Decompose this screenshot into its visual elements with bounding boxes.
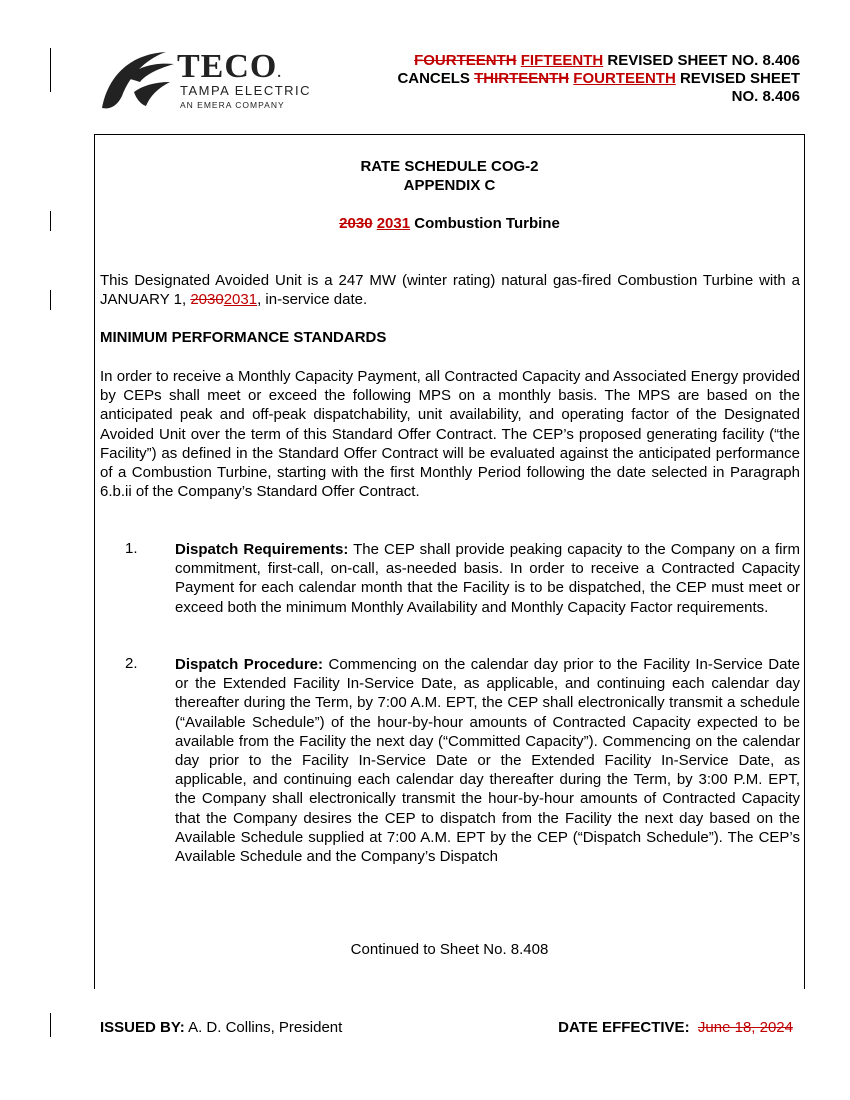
deleted-text: THIRTEENTH xyxy=(474,70,570,87)
inserted-text: FOURTEENTH xyxy=(573,70,676,87)
deleted-text: FOURTEENTH xyxy=(414,52,517,69)
logo-tagline: TAMPA ELECTRIC xyxy=(180,83,312,98)
item-number: 2. xyxy=(125,655,138,672)
sheet-line-2: CANCELS THIRTEENTH FOURTEENTH REVISED SHEET xyxy=(397,70,800,87)
date-effective: DATE EFFECTIVE: June 18, 2024 xyxy=(558,1019,793,1036)
mps-paragraph: In order to receive a Monthly Capacity Payment, all Contracted Capacity and Associated Energy provided by CEPs shall meet or exceed the following MPS on a monthly basis. The MPS are based on the anticipated peak and off-peak dispatchability, unit availability, and operating factor of the Designated Avoided Unit over the term of this Standard Offer Contract. The CEP’s proposed generating facility (“the Facility”) as defined in the Standard Offer Contract will be evaluated against the anticipated performance of a Combustion Turbine, starting with the first Monthly Period following the date selected in Paragraph 6.b.ii of the Company’s Standard Offer Contract. xyxy=(100,368,800,501)
sheet-header xyxy=(330,52,800,106)
teco-swoosh-icon xyxy=(100,48,176,112)
unit-title: 2030 2031 Combustion Turbine xyxy=(339,215,560,232)
inserted-text: 2031 xyxy=(376,215,411,232)
inserted-text: 2031 xyxy=(223,291,258,309)
logo-subtagline: AN EMERA COMPANY xyxy=(180,100,285,110)
schedule-title: RATE SCHEDULE COG-2 xyxy=(360,158,539,175)
sheet-line-3: NO. 8.406 xyxy=(731,88,800,105)
teco-logo xyxy=(100,48,340,112)
change-bar xyxy=(50,290,51,310)
inserted-text: FIFTEENTH xyxy=(520,52,604,69)
mps-heading: MINIMUM PERFORMANCE STANDARDS xyxy=(100,329,387,346)
sheet-line-1: FOURTEENTH FIFTEENTH REVISED SHEET NO. 8.406 xyxy=(414,52,800,69)
issued-by: ISSUED BY: A. D. Collins, President xyxy=(100,1019,343,1036)
deleted-text: June 18, 2024 xyxy=(697,1019,793,1036)
item-dispatch-requirements: Dispatch Requirements: The CEP shall provide peaking capacity to the Company on a firm commitment, first-call, on-call, as-needed basis. In order to receive a Contracted Capacity Payment for each calendar month that the Facility is to be dispatched, the CEP must meet or exceed both the minimum Monthly Availability and Monthly Capacity Factor requirements. xyxy=(175,541,800,616)
change-bar xyxy=(50,48,51,92)
change-bar xyxy=(50,1013,51,1037)
intro-paragraph: This Designated Avoided Unit is a 247 MW (winter rating) natural gas-fired Combustion Turbine with a JANUARY 1, 20302031, in-service date. xyxy=(100,272,800,309)
appendix-title: APPENDIX C xyxy=(403,177,496,194)
logo-wordmark: TECO. xyxy=(177,48,282,85)
change-bar xyxy=(50,211,51,231)
deleted-text: 2030 xyxy=(339,215,373,232)
item-number: 1. xyxy=(125,540,138,557)
item-dispatch-procedure: Dispatch Procedure: Commencing on the calendar day prior to the Facility In-Service Date or the Extended Facility In-Service Date, as applicable, and continuing each calendar day thereafter during the Term, by 7:00 A.M. EPT, the CEP shall electronically transmit a schedule (“Available Schedule”) of the hour-by-hour amounts of Contracted Capacity expected to be available from the Facility the next day (“Committed Capacity”). Commencing on the calendar day prior to the Facility In-Service Date or the Extended Facility In-Service Date, as applicable, and continuing each calendar day thereafter during the Term, by 3:00 P.M. EPT, the Company shall electronically transmit the hour-by-hour amounts of Contracted Capacity that the Company desires the CEP to dispatch from the Facility the next day based on the Available Schedule supplied at 7:00 A.M. EPT by the CEP (“Dispatch Schedule”). The CEP’s Available Schedule and the Company’s Dispatch xyxy=(175,656,800,866)
deleted-text: 2030 xyxy=(190,291,224,309)
continued-note: Continued to Sheet No. 8.408 xyxy=(350,941,549,958)
